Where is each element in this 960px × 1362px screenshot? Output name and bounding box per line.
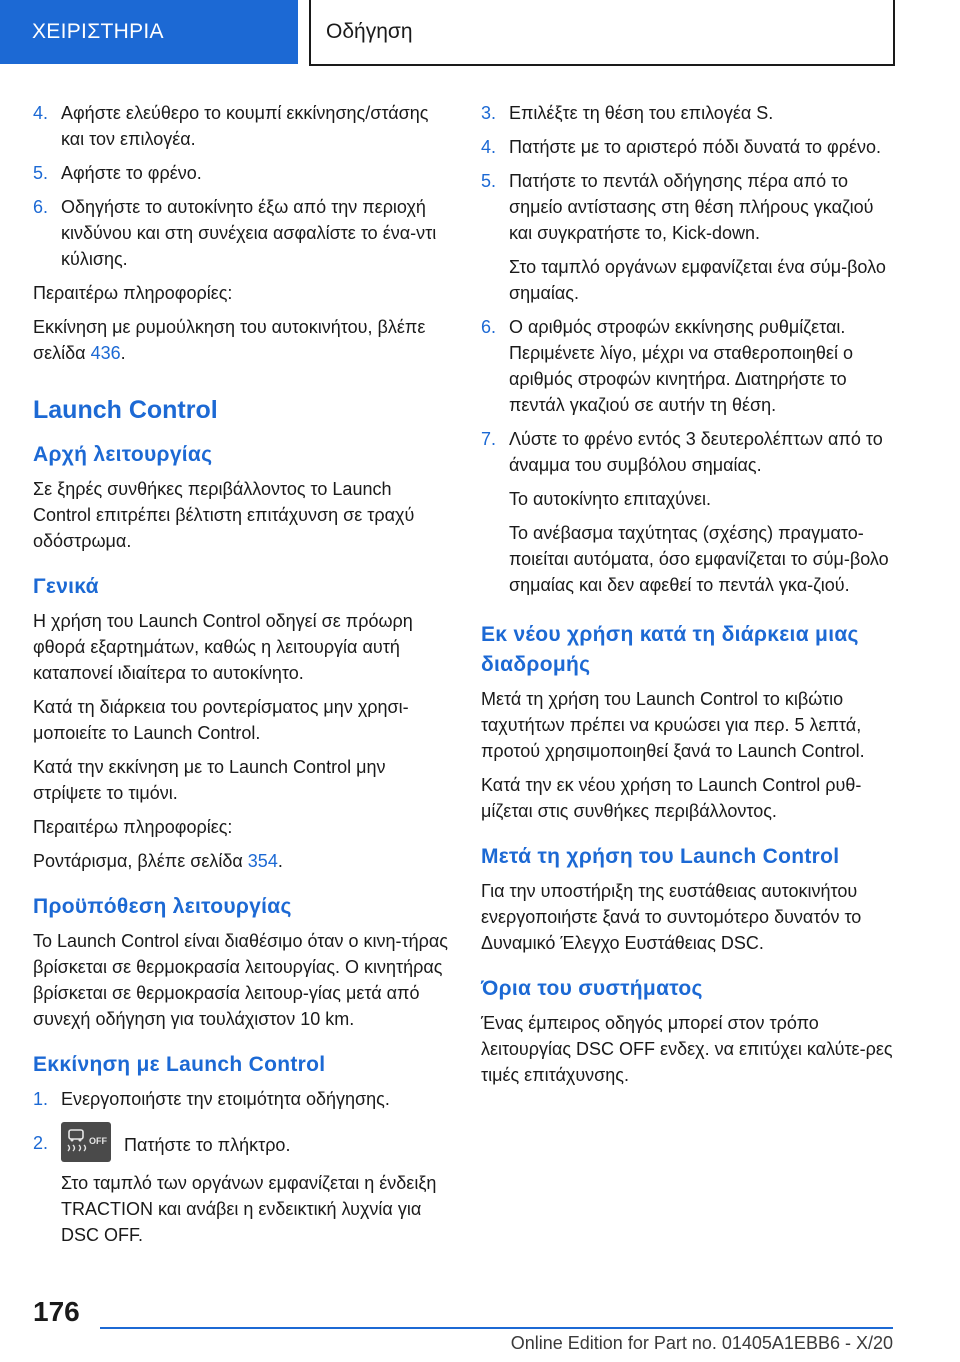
step-4-right	[481, 134, 901, 160]
step-text: Πατήστε με το αριστερό πόδι δυνατά το φρένο.	[509, 137, 881, 157]
step-5	[33, 160, 453, 186]
info-label: Περαιτέρω πληροφορίες:	[33, 283, 233, 303]
right-column	[481, 100, 901, 1096]
step-text: Ο αριθμός στροφών εκκίνησης ρυθμίζεται. Περιμένετε λίγο, μέχρι να σταθεροποιηθεί ο αριθμός στροφών κινητήρα. Διατηρήστε το πεντάλ γκαζιού σε αυτήν τη θέση.	[509, 317, 853, 415]
chapter-title: Οδήγηση	[326, 20, 413, 43]
page-link-436[interactable]: 436	[90, 343, 121, 363]
step-number: 1.	[33, 1089, 49, 1109]
after-use-text: Για την υποστήριξη της ευστάθειας αυτοκινήτου ενεργοποιήστε ξανά το συντομότερο δυνατόν το Δυναμικό Έλεγχο Ευστάθειας DSC.	[481, 881, 862, 953]
step-text: Λύστε το φρένο εντός 3 δευτερολέπτων από το άναμμα του συμβόλου σημαίας.	[509, 429, 883, 475]
step-number: 6.	[481, 317, 497, 337]
step-7-result-1: Το αυτοκίνητο επιταχύνει.	[509, 489, 712, 509]
step-text: Πατήστε το πλήκτρο.	[124, 1134, 291, 1155]
left-column	[33, 100, 453, 1256]
step-7	[481, 426, 901, 598]
reuse-heading: Εκ νέου χρήση κατά τη διάρκεια μιας διαδρομής	[481, 623, 859, 676]
edition-note: Online Edition for Part no. 01405A1EBB6 - X/20	[510, 1333, 893, 1353]
step-number: 3.	[481, 103, 497, 123]
reuse-paragraph-1: Μετά τη χρήση του Launch Control το κιβώτιο ταχυτήτων πρέπει να κρυώσει για περ. 5 λεπτά, προτού χρησιμοποιηθεί ξανά το Launch Control.	[481, 689, 865, 761]
footer-rule	[100, 1327, 893, 1329]
reuse-paragraph-2: Κατά την εκ νέου χρήση το Launch Control ρυθ-μίζεται στις συνθήκες περιβάλλοντος.	[481, 775, 862, 821]
general-heading: Γενικά	[33, 575, 99, 598]
prerequisite-text: Το Launch Control είναι διαθέσιμο όταν ο κινη-τήρας βρίσκεται σε θερμοκρασία λειτουργίας. Ο κινητήρας βρίσκεται σε θερμοκρασία λειτουρ-γίας μετά από συνεχή οδήγηση για τουλάχιστον 10 km.	[33, 931, 448, 1029]
step-6	[33, 194, 453, 272]
step-number: 2.	[33, 1133, 49, 1153]
dsc-off-button-image	[61, 1122, 111, 1162]
function-heading: Αρχή λειτουργίας	[33, 443, 213, 466]
section-title: Launch Control	[33, 396, 218, 424]
section-tab: ΧΕΙΡΙΣΤΗΡΙΑ	[0, 0, 298, 64]
step-7-result-2: Το ανέβασμα ταχύτητας (σχέσης) πραγματο-ποιείται αυτόματα, όσο εμφανίζεται το σύμ-βολο σημαίας και δεν αφεθεί το πεντάλ γκα-ζιού.	[509, 523, 889, 595]
step-5-right	[481, 168, 901, 306]
button-off-label: OFF	[89, 1136, 107, 1146]
step-number: 4.	[33, 103, 49, 123]
info-reference: Εκκίνηση με ρυμούλκηση του αυτοκινήτου, βλέπε σελίδα 436.	[33, 317, 426, 363]
traction-control-icon	[64, 1128, 88, 1156]
after-use-heading: Μετά τη χρήση του Launch Control	[481, 845, 840, 868]
general-paragraph-1: Η χρήση του Launch Control οδηγεί σε πρόωρη φθορά εξαρτημάτων, καθώς η λειτουργία αυτή καταπονεί ιδιαίτερα το αυτοκίνητο.	[33, 611, 413, 683]
system-limits-heading: Όρια του συστήματος	[481, 977, 703, 1000]
step-3	[481, 100, 901, 126]
step-number: 5.	[481, 171, 497, 191]
step-text: Αφήστε το φρένο.	[61, 163, 202, 183]
info-text: Ροντάρισμα, βλέπε σελίδα	[33, 851, 248, 871]
step-text: Αφήστε ελεύθερο το κουμπί εκκίνησης/στάσης και τον επιλογέα.	[61, 103, 429, 149]
function-text: Σε ξηρές συνθήκες περιβάλλοντος το Launch Control επιτρέπει βέλτιστη επιτάχυνση σε τραχύ οδόστρωμα.	[33, 479, 415, 551]
info-label: Περαιτέρω πληροφορίες:	[33, 817, 233, 837]
step-2	[33, 1130, 453, 1248]
step-number: 5.	[33, 163, 49, 183]
header-divider	[309, 0, 311, 64]
header-right-border	[893, 0, 895, 66]
step-number: 4.	[481, 137, 497, 157]
step-1	[33, 1086, 453, 1112]
header-underline	[309, 64, 895, 66]
step-text: Οδηγήστε το αυτοκίνητο έξω από την περιοχή κινδύνου και στη συνέχεια ασφαλίστε το ένα-ντι κύλισης.	[61, 197, 437, 269]
step-4	[33, 100, 453, 152]
start-heading: Εκκίνηση με Launch Control	[33, 1053, 326, 1076]
page-number: 176	[33, 1296, 80, 1327]
step-text: Πατήστε το πεντάλ οδήγησης πέρα από το σημείο αντίστασης στη θέση πλήρους γκαζιού και συγκρατήστε το, Kick-down.	[509, 171, 874, 243]
step-text: Ενεργοποιήστε την ετοιμότητα οδήγησης.	[61, 1089, 390, 1109]
page-link-354[interactable]: 354	[247, 851, 278, 871]
step-5-result: Στο ταμπλό οργάνων εμφανίζεται ένα σύμ-βολο σημαίας.	[509, 257, 886, 303]
general-paragraph-2: Κατά τη διάρκεια του ροντερίσματος μην χρησι-μοποιείτε το Launch Control.	[33, 697, 409, 743]
system-limits-text: Ένας έμπειρος οδηγός μπορεί στον τρόπο λειτουργίας DSC OFF ενδεχ. να επιτύχει καλύτε-ρες τιμές επιτάχυνσης.	[481, 1013, 893, 1085]
general-paragraph-3: Κατά την εκκίνηση με το Launch Control μην στρίψετε το τιμόνι.	[33, 757, 386, 803]
prerequisite-heading: Προϋπόθεση λειτουργίας	[33, 895, 292, 918]
step-2-result: Στο ταμπλό των οργάνων εμφανίζεται η ένδειξη TRACTION και ανάβει η ενδεικτική λυχνία για DSC OFF.	[61, 1173, 437, 1245]
info-text: Εκκίνηση με ρυμούλκηση του αυτοκινήτου, βλέπε σελίδα	[33, 317, 426, 363]
step-6-right	[481, 314, 901, 418]
step-text: Επιλέξτε τη θέση του επιλογέα S.	[509, 103, 774, 123]
step-number: 6.	[33, 197, 49, 217]
info-reference: Ροντάρισμα, βλέπε σελίδα 354.	[33, 851, 283, 871]
step-number: 7.	[481, 429, 497, 449]
